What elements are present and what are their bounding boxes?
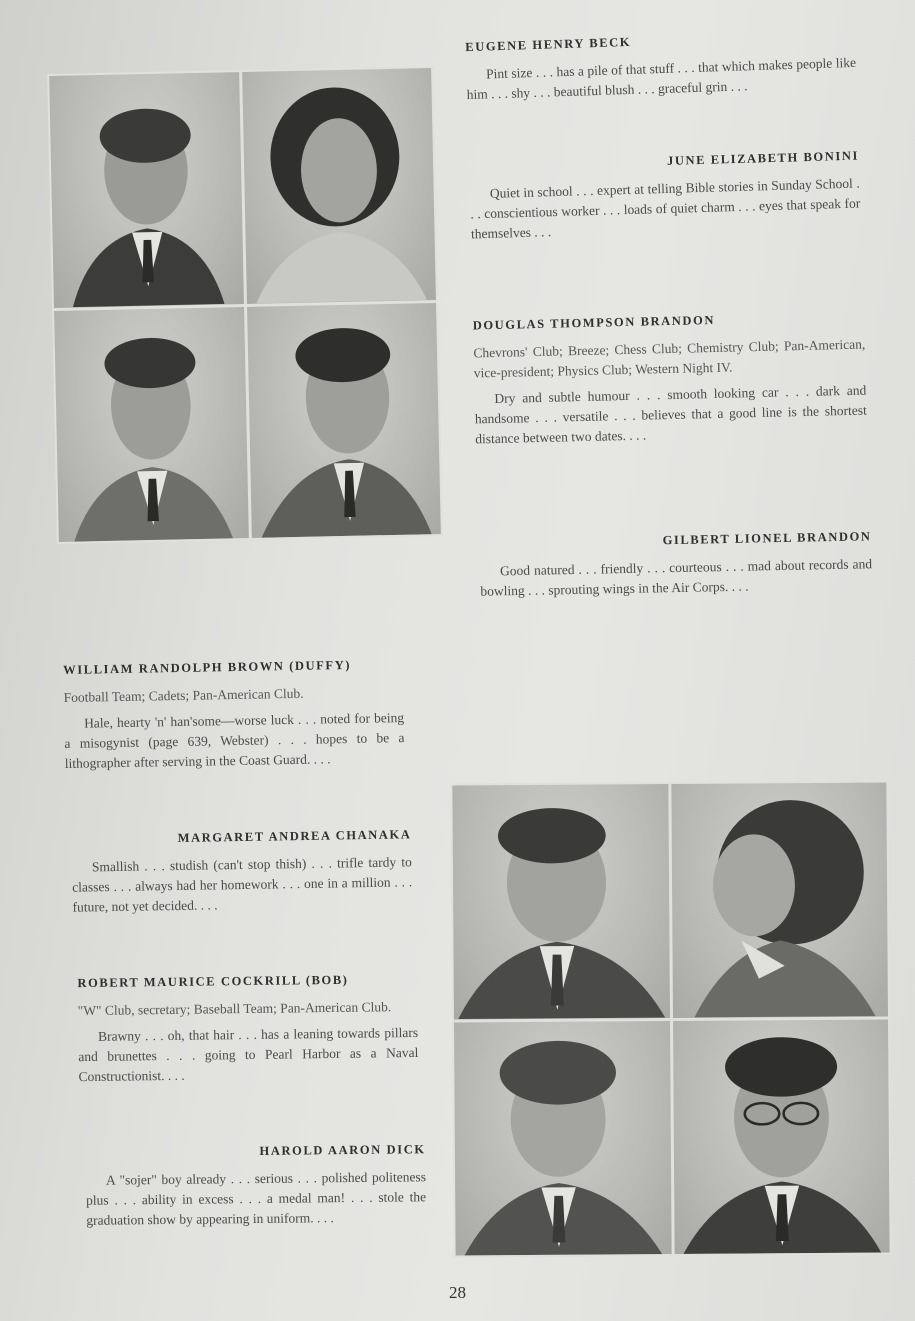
student-entry	[63, 657, 405, 774]
portrait-grid-top	[47, 66, 443, 544]
student-name: EUGENE HENRY BECK	[465, 34, 632, 55]
student-entry	[71, 827, 412, 917]
student-entry	[77, 972, 418, 1087]
student-name: HAROLD AARON DICK	[259, 1142, 426, 1158]
student-description: Dry and subtle humour . . . smooth looking car . . . dark and handsome . . . versatile . . . believes that a good line is the shortest distance between two dates. . . .	[474, 382, 867, 447]
student-description: Good natured . . . friendly . . . courteous . . . mad about records and bowling . . . sprouting wings in the Air Corps. . . .	[480, 556, 873, 599]
student-name: WILLIAM RANDOLPH BROWN (DUFFY)	[63, 657, 352, 677]
student-name: ROBERT MAURICE COCKRILL (BOB)	[77, 972, 349, 991]
student-name: JUNE ELIZABETH BONINI	[666, 148, 860, 168]
student-activities: Football Team; Cadets; Pan-American Club.	[63, 685, 304, 705]
student-entry	[473, 310, 868, 450]
portrait-photo	[454, 1021, 671, 1256]
student-description: Quiet in school . . . expert at telling Bible stories in Sunday School . . . conscientious worker . . . loads of quiet charm . . . eyes that speak for themselves . . .	[470, 175, 861, 242]
student-name: MARGARET ANDREA CHANAKA	[177, 827, 412, 846]
portrait-photo	[54, 307, 248, 542]
student-description: A "sojer" boy already . . . serious . . . polished politeness plus . . . ability in excess . . . a medal man! . . . stole the graduation show by appearing in uniform. . . .	[86, 1169, 427, 1228]
student-entry	[479, 529, 872, 602]
portrait-photo	[247, 302, 441, 537]
student-description: Brawny . . . oh, that hair . . . has a leaning towards pillars and brunettes . . . going to Pearl Harbor as a Naval Constructionist. . . .	[78, 1024, 419, 1085]
portrait-photo	[671, 782, 888, 1017]
student-description: Hale, hearty 'n' han'some—worse luck . . . noted for being a misogynist (page 639, Webster) . . . hopes to be a lithographer after serving in the Coast Guard. . . .	[64, 710, 405, 771]
student-description: Pint size . . . has a pile of that stuff . . . that which makes people like him . . . shy . . . beautiful blush . . . graceful grin . . .	[466, 54, 857, 103]
portrait-photo	[49, 72, 243, 307]
student-entry	[465, 28, 857, 105]
portrait-grid-bottom	[450, 780, 891, 1257]
student-activities: "W" Club, secretary; Baseball Team; Pan-American Club.	[77, 999, 392, 1019]
student-entry	[86, 1142, 427, 1231]
student-entry	[469, 149, 861, 245]
portrait-photo	[452, 784, 669, 1019]
portrait-photo	[242, 68, 436, 303]
page-number: 28	[449, 1283, 466, 1302]
student-name: GILBERT LIONEL BRANDON	[662, 529, 872, 548]
portrait-photo	[673, 1019, 890, 1254]
student-name: DOUGLAS THOMPSON BRANDON	[472, 312, 716, 333]
student-description: Smallish . . . studish (can't stop thish) . . . trifle tardy to classes . . . always had her homework . . . one in a million . . . future, not yet decided. . . .	[72, 854, 413, 915]
student-activities: Chevrons' Club; Breeze; Chess Club; Chemistry Club; Pan-American, vice-president; Physics Club; Western Night IV.	[473, 336, 866, 381]
